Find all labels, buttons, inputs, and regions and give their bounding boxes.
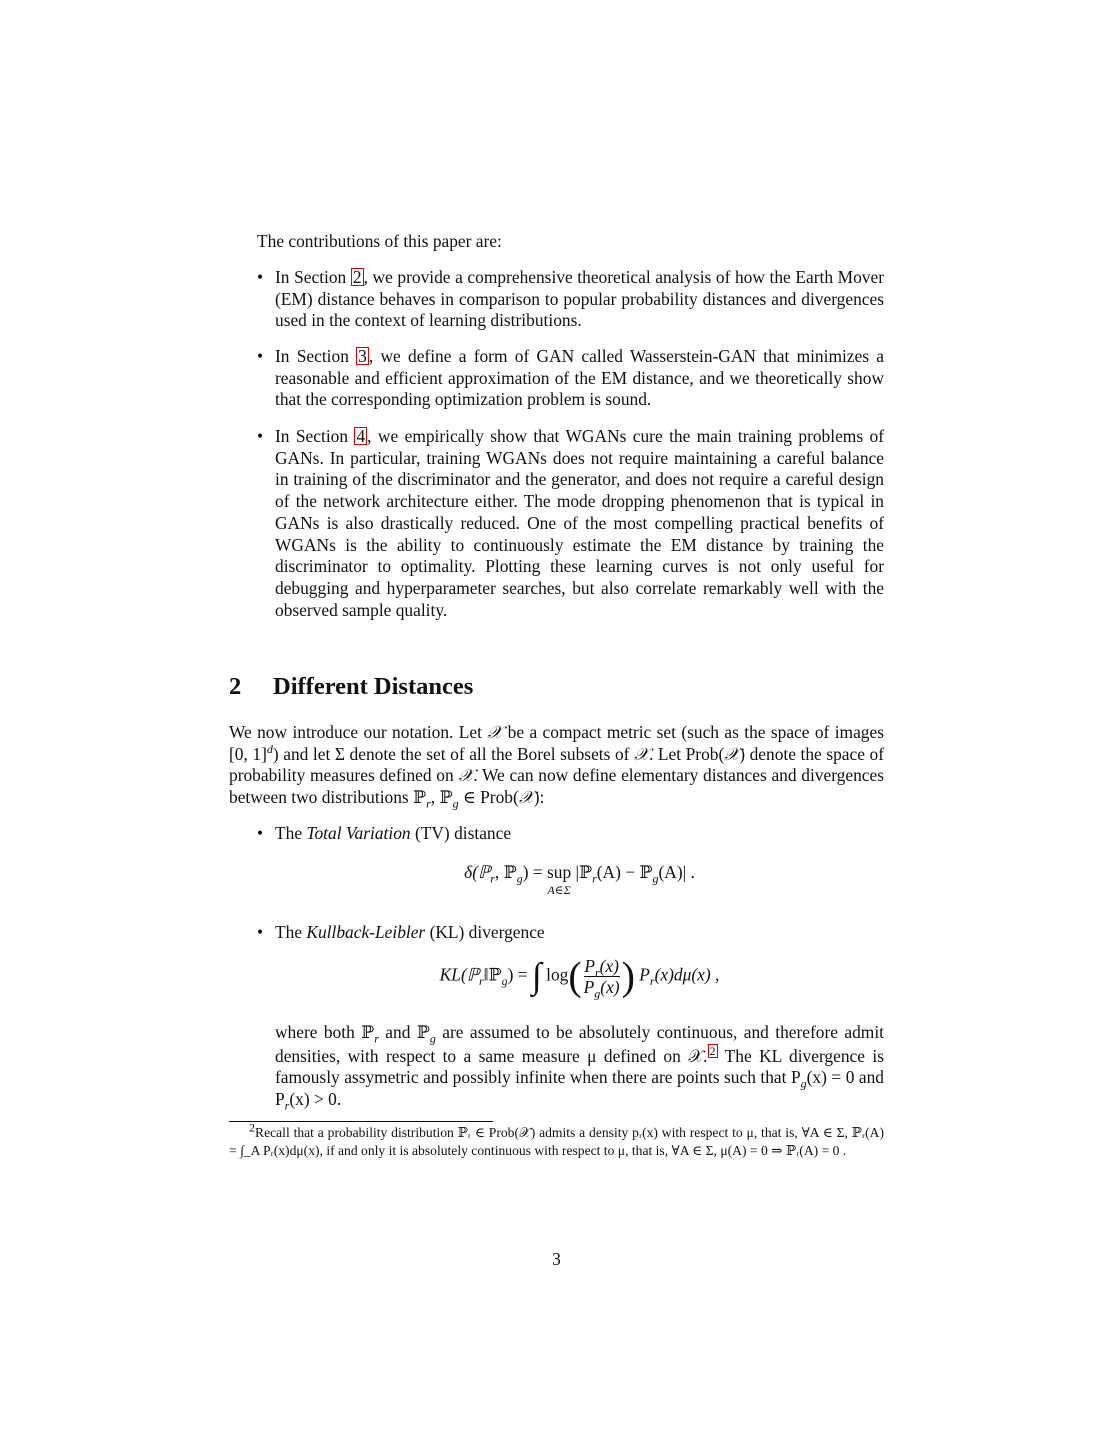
bullet-text: In Section	[275, 267, 351, 287]
bullet-text: , we provide a comprehensive theoretical analysis of how the Earth Mover (EM) distance behaves in comparison to popular probability distances and divergences used in the context of learning distributions.	[275, 267, 884, 331]
bullet-item	[257, 426, 884, 621]
bullet-item-kl: • The Kullback-Leibler (KL) divergence	[257, 922, 545, 942]
bullet-icon: •	[257, 346, 264, 366]
section-title: Different Distances	[273, 673, 474, 700]
bullet-text: In Section	[275, 346, 357, 366]
tv-equation: δ(ℙ$_r$, ℙ$_g$) = sup A∈Σ |ℙ$_r$(A) − ℙ$_g$(A)| .	[464, 862, 695, 897]
kl-equation: KL(ℙ$_r$‖ℙ$_g$) = ∫ log( $\frac{P_r(x)}{P_g(x)}$ ) $P_r(x)d\mu(x)$ ,	[439, 953, 720, 1001]
section-number: 2	[229, 673, 242, 700]
section-link[interactable]: 3	[358, 346, 367, 366]
bullet-text: In Section	[275, 426, 355, 446]
footnote-rule	[229, 1121, 493, 1122]
bullet-text: , we define a form of GAN called Wasserstein-GAN that minimizes a reasonable and efficient approximation of the EM distance, and we theoretically show that the corresponding optimization problem is sound.	[275, 346, 884, 410]
bullet-icon: •	[257, 426, 264, 446]
bullet-icon: •	[257, 922, 264, 942]
footnote-link[interactable]: 2	[709, 1043, 716, 1058]
bullet-item	[257, 346, 884, 411]
bullet-text: , we empirically show that WGANs cure the main training problems of GANs. In particular, training WGANs does not require maintaining a careful balance in training of the discriminator and the generator, and does not require a careful design of the network architecture either. The mode dropping phenomenon that is typical in GANs is also drastically reduced. One of the most compelling practical benefits of WGANs is the ability to continuously estimate the EM distance by training the discriminator to optimality. Plotting these learning curves is not only useful for debugging and hyperparameter searches, but also correlate remarkably well with the observed sample quality.	[275, 426, 884, 620]
bullet-icon: •	[257, 267, 264, 287]
footnote: $^2$Recall that a probability distribution ℙᵣ ∈ Prob(𝒳) admits a density pᵣ(x) with respect to μ, that is, ∀A ∈ Σ, ℙᵣ(A) = ∫_A Pᵣ(x)dμ(x), if and only it is absolutely continuous with respect to μ, that is, ∀A ∈ Σ, μ(A) = 0 ⇒ ℙᵣ(A) = 0 .	[229, 1120, 884, 1158]
section-heading	[229, 673, 474, 700]
bullet-icon: •	[257, 823, 264, 843]
bullet-item	[257, 267, 884, 332]
section-link[interactable]: 2	[352, 267, 362, 287]
section-link[interactable]: 4	[356, 426, 366, 446]
bullet-item-tv: • The Total Variation (TV) distance	[257, 823, 512, 843]
notation-paragraph: We now introduce our notation. Let 𝒳 be a compact metric set (such as the space of images [0, 1]$^d$) and let Σ denote the set of all the Borel subsets of 𝒳. Let Prob(𝒳) denote the space of probability measures defined on 𝒳. We can now define elementary distances and divergences between two distributions ℙ$_r$, ℙ$_g$ ∈ Prob(𝒳):	[229, 722, 884, 811]
intro-text: The contributions of this paper are:	[257, 231, 502, 251]
kl-explanation: where both ℙ$_r$ and ℙ$_g$ are assumed to be absolutely continuous, and therefore admit densities, with respect to a same measure μ defined on 𝒳. 2 The KL divergence is famously assymetric and possibly infinite when there are points such that $P_g(x) = 0$ and $P_r(x) > 0$.	[275, 1022, 884, 1113]
page-number: 3	[552, 1249, 561, 1269]
